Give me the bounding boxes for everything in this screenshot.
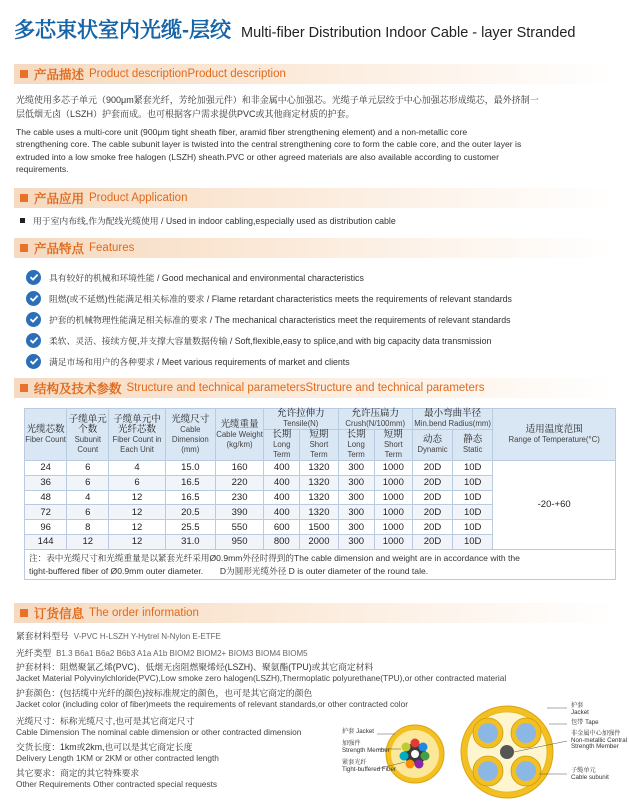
header-dynamic: 动态 Dynamic <box>412 430 452 461</box>
title-en: Multi-fiber Distribution Indoor Cable - layer Stranded <box>241 25 576 41</box>
cable-cross-section-diagram <box>335 698 628 808</box>
table-row: 36 6 6 16.5 220 400 1320 300 1000 20D 10D <box>25 475 616 490</box>
square-bullet-icon <box>20 384 28 392</box>
section-title-cn: 订货信息 <box>34 607 85 621</box>
section-title-en: The order information <box>89 607 199 619</box>
order-fiber-type: 光纤类型 B1.3 B6a1 B6a2 B6b3 A1a A1b BIOM2 BIOM2+ BIOM3 BIOM4 BIOM5 <box>16 648 308 658</box>
order-delivery: 交货长度：1km或2km,也可以是其它商定长度 Delivery Length 1KM or 2KM or other contracted length <box>16 742 219 763</box>
header-long-term: 长期 Long Term <box>338 430 374 461</box>
section-order-header <box>14 603 615 623</box>
label-cable-subunit: 子缆单元 Cable subunit <box>571 767 609 781</box>
application-item: 用于室内布线,作为配线光缆使用 / Used in indoor cabling,especially used as distribution cable <box>20 214 396 227</box>
square-bullet-icon <box>20 244 28 252</box>
section-structure-header <box>14 378 615 398</box>
section-title-cn: 结构及技术参数 <box>34 382 122 396</box>
feature-item: 护套的机械物理性能满足相关标准的要求 / The mechanical characteristics meet the requirements of relevant standards <box>26 310 511 328</box>
order-other: 其它要求：商定的其它特殊要求 Other Requirements Other contracted special requests <box>16 768 218 789</box>
check-circle-icon <box>26 354 41 369</box>
table-note: 注：表中光缆尺寸和光缆重量是以紧套光纤采用Ø0.9mm外径时得到的The cable dimension and weight are in accordance with the tight-buffered fiber of Ø0.9mm outer diameter. D为圆形光缆外径 D is outer diameter of the round tale. <box>24 550 616 580</box>
square-bullet-icon <box>20 609 28 617</box>
label-tape: 包带 Tape <box>571 719 599 726</box>
header-short-term: 短期 Short Term <box>300 430 338 461</box>
feature-item: 满足市场和用户的各种要求 / Meet various requirements of market and clients <box>26 352 350 370</box>
section-title-cn: 产品应用 <box>34 192 85 206</box>
order-dimension: 光缆尺寸：标称光缆尺寸,也可是其它商定尺寸 Cable Dimension The nominal cable dimension or other contracted dimension <box>16 716 302 737</box>
title-cn: 多芯束状室内光缆-层绞 <box>14 19 231 42</box>
square-bullet-icon <box>20 194 28 202</box>
section-description-header <box>14 64 615 84</box>
label-central-strength-member: 非金属中心加强件 Non-metallic Central Strength Member <box>571 730 628 750</box>
header-weight: 光缆重量 Cable Weight (kg/km) <box>215 409 263 461</box>
header-tensile: 允许拉伸力 Tensile(N) <box>264 409 338 430</box>
section-features-header <box>14 238 615 258</box>
table-row: 144 12 12 31.0 950 800 2000 300 1000 20D 10D <box>25 534 616 549</box>
table-row: 72 6 12 20.5 390 400 1320 300 1000 20D 10D <box>25 505 616 520</box>
section-title-cn: 产品特点 <box>34 242 85 256</box>
check-circle-icon <box>26 333 41 348</box>
page-title <box>14 14 619 44</box>
check-circle-icon <box>26 291 41 306</box>
square-bullet-icon <box>20 218 25 223</box>
label-tight-buffered-fiber: 紧套光纤 Tight-buffered Fiber <box>342 759 396 773</box>
check-circle-icon <box>26 312 41 327</box>
header-temperature: 适用温度范围 Range of Temperature(°C) <box>493 409 616 461</box>
order-sheath-type: 紧套材料型号 V-PVC H-LSZH Y-Hytrel N-Nylon E-ETFE <box>16 631 221 641</box>
multi-unit-cross-section <box>461 706 553 798</box>
header-fiber-per-unit: 子缆单元中光纤芯数 Fiber Count in Each Unit <box>109 409 165 461</box>
check-circle-icon <box>26 270 41 285</box>
order-jacket-color: 护套颜色：(包括缆中光纤的颜色)按标准规定的颜色，也可是其它商定的颜色 Jacket color (including color of fiber)meets the requirements of relevant standards,or other contracted color <box>16 688 408 709</box>
section-application-header <box>14 188 615 208</box>
temperature-range: -20-+60 <box>493 461 616 550</box>
header-static: 静态 Static <box>453 430 493 461</box>
header-fiber-count: 光缆芯数 Fiber Count <box>25 409 67 461</box>
section-title-en: Product Application <box>89 192 188 204</box>
square-bullet-icon <box>20 70 28 78</box>
header-short-term: 短期 Short Term <box>374 430 412 461</box>
description-en: The cable uses a multi-core unit (900μm tight sheath fiber, aramid fiber strengthening element) and a non-metallic core strengthening core. The cable subunit layer is twisted into the central strengthening core to form the cable core, and the outer layer is extruded into a low smoke free halogen (LSZH) sheath.PVC or other agreed materials are also available according to customer requirements. <box>16 127 522 175</box>
table-row: 96 8 12 25.5 550 600 1500 300 1000 20D 10D <box>25 520 616 535</box>
spec-table <box>24 408 616 550</box>
feature-item: 具有较好的机械和环境性能 / Good mechanical and environmental characteristics <box>26 268 364 286</box>
section-title-en: Features <box>89 242 135 254</box>
header-dimension: 光缆尺寸 Cable Dimension (mm) <box>165 409 215 461</box>
label-strength-member: 加强件 Strength Member <box>342 740 390 754</box>
section-title-en: Structure and technical parametersStructure and technical parameters <box>126 382 485 394</box>
feature-item: 阻燃(或不延燃)性能满足相关标准的要求 / Flame retardant characteristics meets the requirements of relevant standards <box>26 289 512 307</box>
table-row: 24 6 4 15.0 160 400 1320 300 1000 20D 10D -20-+60 <box>25 461 616 476</box>
header-crush: 允许压扁力 Crush(N/100mm) <box>338 409 412 430</box>
single-unit-cross-section <box>386 725 444 783</box>
section-title-en: Product descriptionProduct description <box>89 68 286 80</box>
section-title-cn: 产品描述 <box>34 68 85 82</box>
label-jacket-left: 护套 Jacket <box>342 728 374 735</box>
header-subunit-count: 子缆单元个数 Subunit Count <box>67 409 109 461</box>
label-jacket-right: 护套 Jacket <box>571 702 589 716</box>
table-row: 48 4 12 16.5 230 400 1320 300 1000 20D 10D <box>25 490 616 505</box>
description-cn: 光缆使用多芯子单元（900μm紧套光纤，芳纶加强元件）和非金属中心加强芯。光缆子单元层绞于中心加强芯形成缆芯，最外挤制一 层低烟无卤（LSZH）护套而成。也可根据客户需求提供PVC或其他商定材质的护套。 <box>16 95 539 119</box>
header-long-term: 长期 Long Term <box>264 430 300 461</box>
header-bend: 最小弯曲半径 Min.bend Radius(mm) <box>414 408 491 428</box>
feature-item: 柔软、灵活、接续方便,并支撑大容量数据传输 / Soft,flexible,easy to splice,and with big capacity data transmission <box>26 331 491 349</box>
order-jacket-material: 护套材料：阻燃聚氯乙烯(PVC)、低烟无卤阻燃聚烯烃(LSZH)、聚氨酯(TPU)或其它商定材料 Jacket Material Polyvinylchloride(PVC),Low smoke zero halogen(LSZH),Thermoplatic polyurethane(TPU),or other contracted material <box>16 662 507 683</box>
